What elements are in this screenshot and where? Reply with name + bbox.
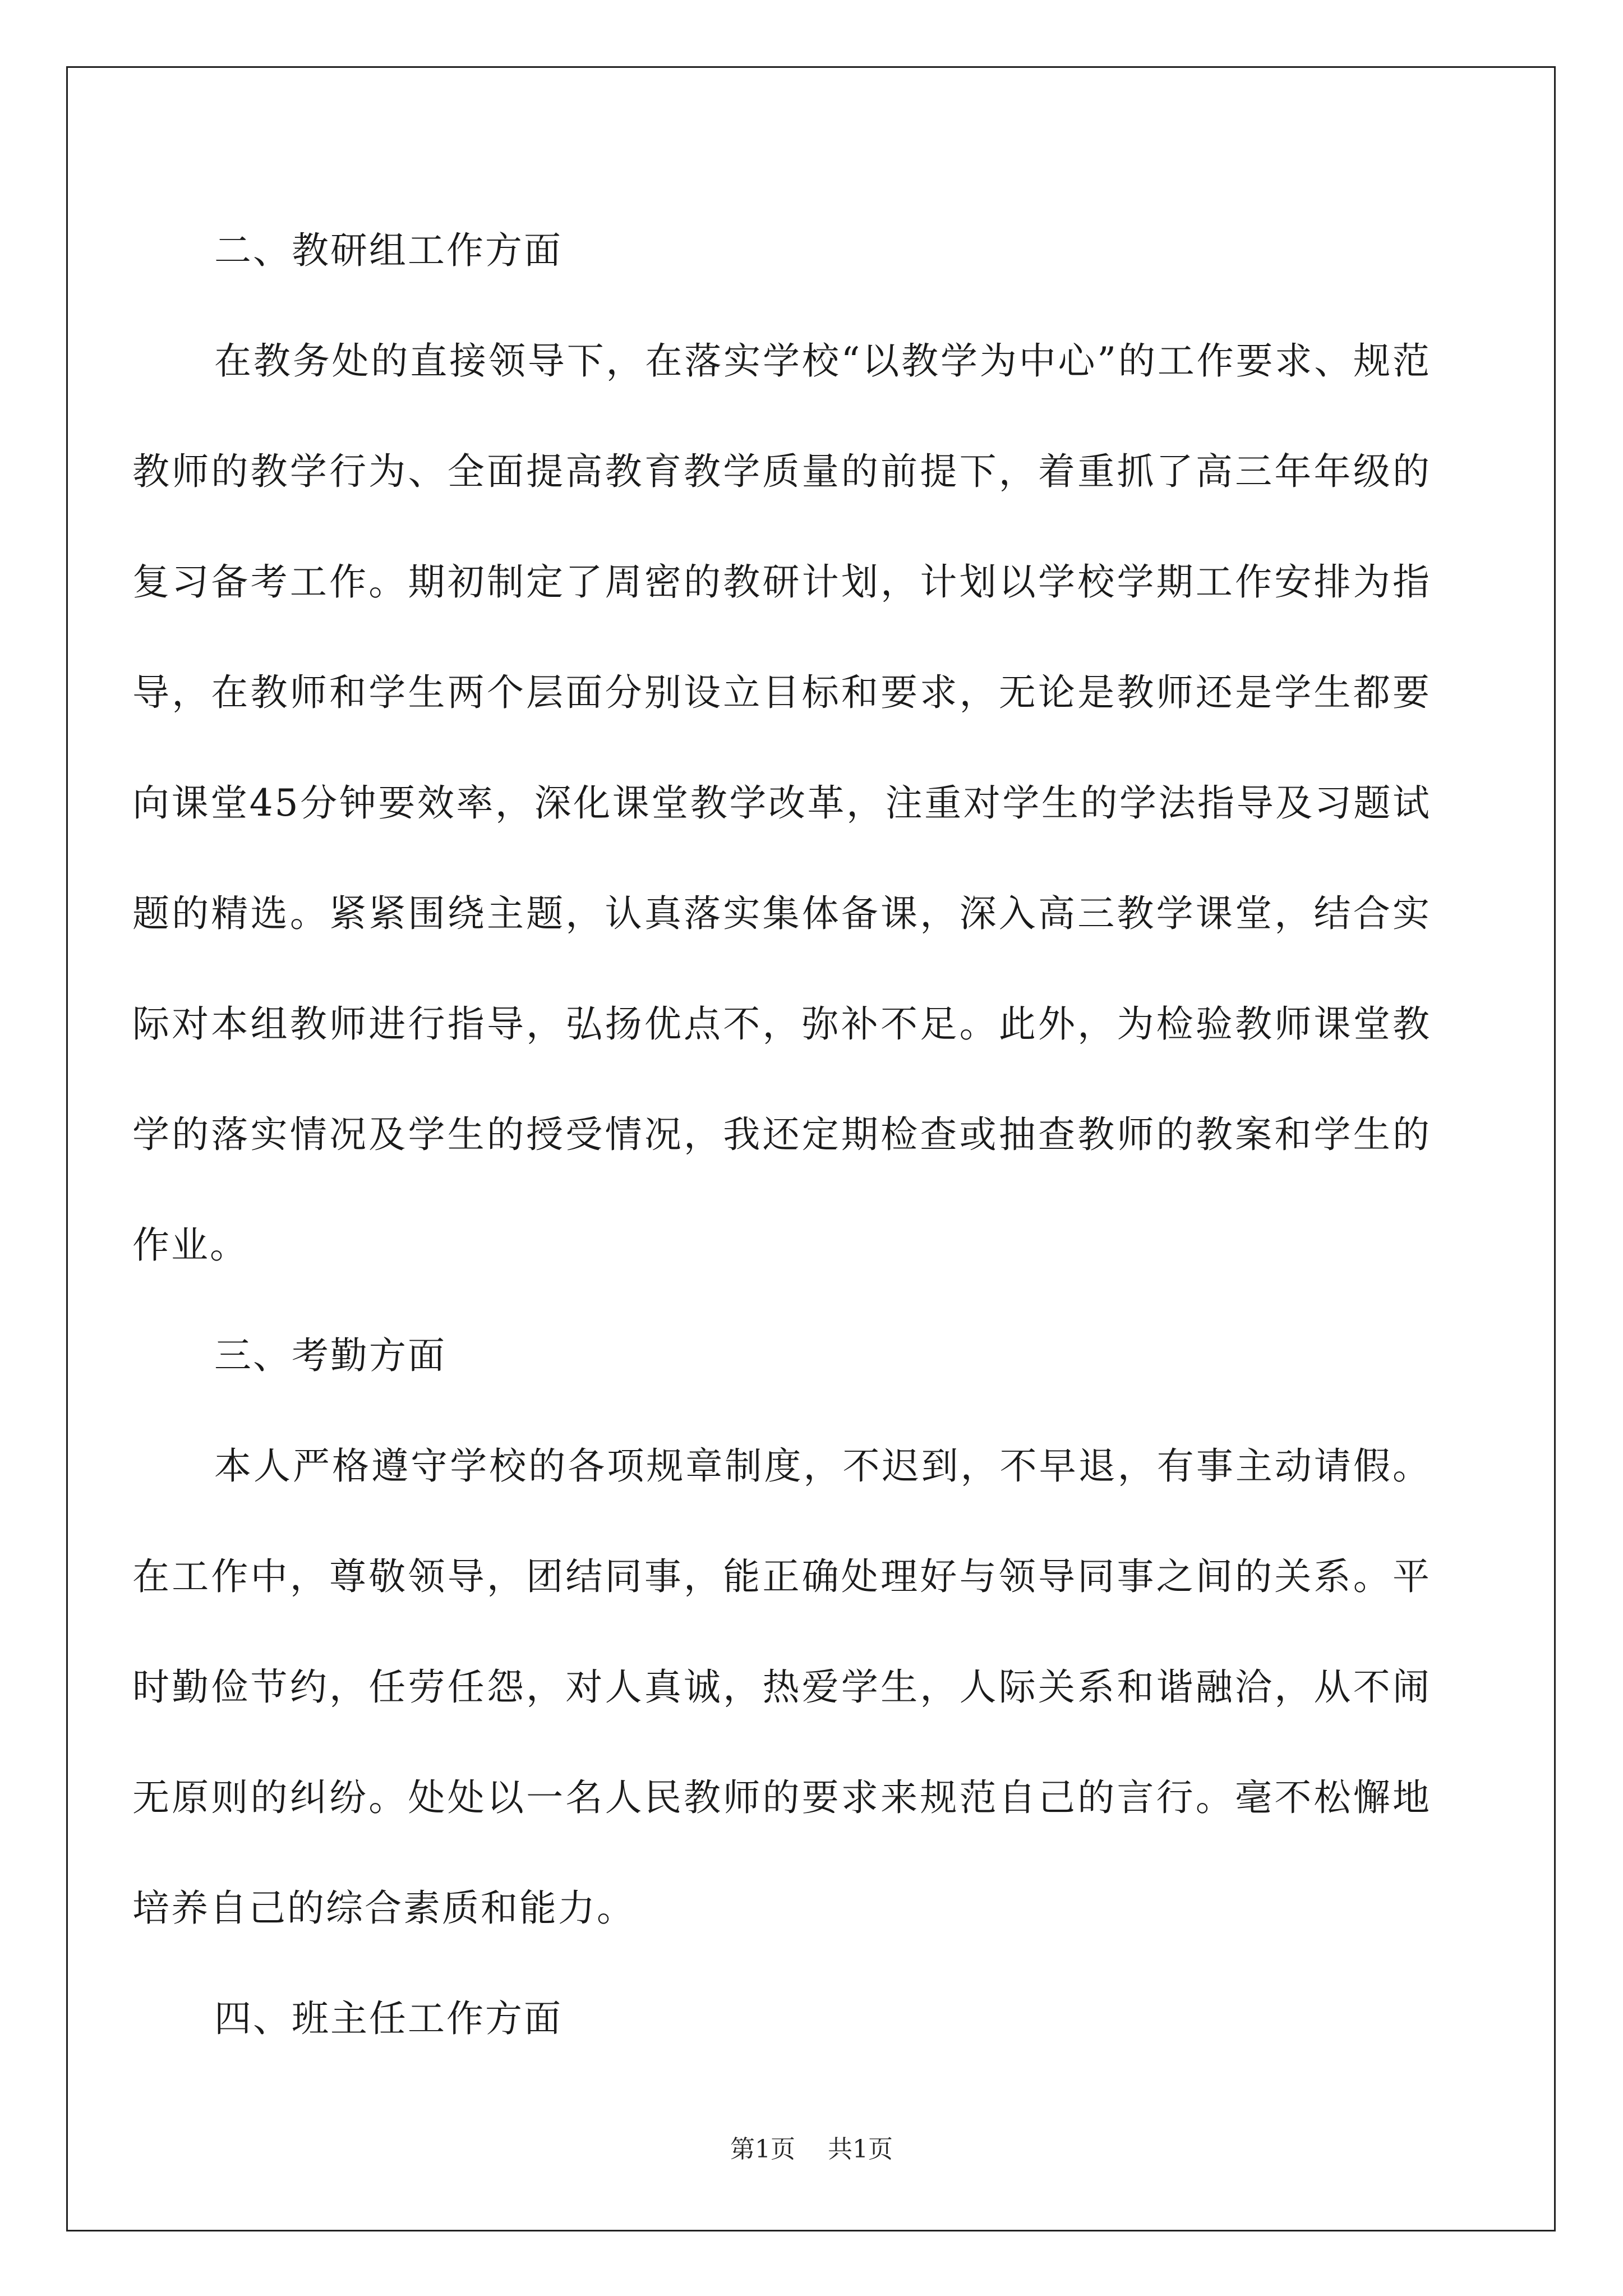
section-heading-class-teacher: 四、班主任工作方面 [214,1997,562,2040]
paragraph-teaching-research: 在教务处的直接领导下，在落实学校“以教学为中心”的工作要求、规范教师的教学行为、全面提高教育教学质量的前提下，着重抓了高三年年级的复习备考工作。期初制定了周密的教研计划，计划以学校学期工作安排为指导，在教师和学生两个层面分别设立目标和要求，无论是教师还是学生都要向课堂45分钟要效率，深化课堂教学改革，注重对学生的学法指导及习题试题的精选。紧紧围绕主题，认真落实集体备课，深入高三教学课堂，结合实际对本组教师进行指导，弘扬优点不，弥补不足。此外，为检验教师课堂教学的落实情况及学生的授受情况，我还定期检查或抽查教师的教案和学生的作业。 [132,339,1431,1267]
section-heading-attendance: 三、考勤方面 [214,1334,446,1377]
paragraph-attendance: 本人严格遵守学校的各项规章制度，不迟到，不早退，有事主动请假。在工作中，尊敬领导，团结同事，能正确处理好与领导同事之间的关系。平时勤俭节约，任劳任怨，对人真诚，热爱学生，人际关系和谐融洽，从不闹无原则的纠纷。处处以一名人民教师的要求来规范自己的言行。毫不松懈地培养自己的综合素质和能力。 [132,1444,1431,1930]
section-heading-teaching-research: 二、教研组工作方面 [214,229,562,272]
page-number-current: 第1页 [730,2135,795,2164]
page-footer [0,2133,1623,2166]
page-number-total: 共1页 [828,2135,893,2164]
document-body [132,195,1431,2074]
